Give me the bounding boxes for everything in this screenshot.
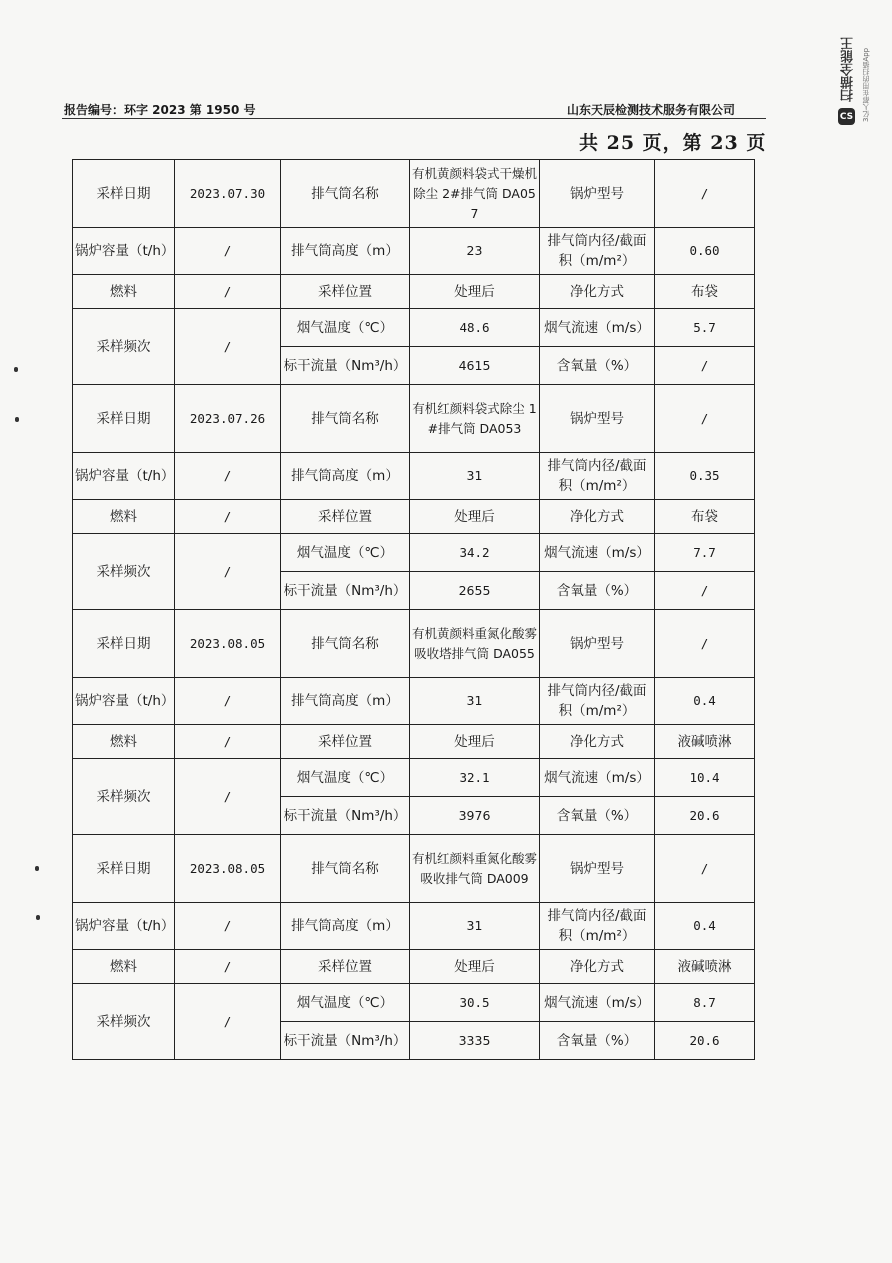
- boiler-capacity-label: 锅炉容量（t/h）: [73, 453, 175, 500]
- stack-diameter-value: 0.4: [655, 678, 755, 725]
- purification-label: 净化方式: [540, 500, 655, 534]
- flue-velocity-value: 10.4: [655, 759, 755, 797]
- sampling-frequency-value: /: [175, 984, 281, 1060]
- stack-diameter-label: 排气筒内径/截面积（m/m²）: [540, 903, 655, 950]
- stack-height-label: 排气筒高度（m）: [281, 903, 410, 950]
- punch-mark: [36, 915, 40, 920]
- flue-velocity-value: 7.7: [655, 534, 755, 572]
- std-dry-flow-value: 3335: [410, 1022, 540, 1060]
- sampling-frequency-value: /: [175, 309, 281, 385]
- page-count: 共 25 页，第 23 页: [579, 132, 767, 154]
- sampling-date-label: 采样日期: [73, 610, 175, 678]
- stack-diameter-label: 排气筒内径/截面积（m/m²）: [540, 453, 655, 500]
- oxygen-value: /: [655, 347, 755, 385]
- header-divider: [62, 118, 766, 119]
- stack-diameter-label: 排气筒内径/截面积（m/m²）: [540, 678, 655, 725]
- sampling-date-label: 采样日期: [73, 835, 175, 903]
- purification-value: 液碱喷淋: [655, 725, 755, 759]
- fuel-value: /: [175, 500, 281, 534]
- flue-velocity-value: 8.7: [655, 984, 755, 1022]
- table-row: [73, 160, 755, 228]
- scanner-tagline: 3亿人都在用的扫描App: [862, 47, 870, 122]
- fuel-label: 燃料: [73, 275, 175, 309]
- flue-velocity-value: 5.7: [655, 309, 755, 347]
- purification-value: 布袋: [655, 500, 755, 534]
- boiler-model-label: 锅炉型号: [540, 835, 655, 903]
- boiler-capacity-value: /: [175, 228, 281, 275]
- punch-mark: [14, 367, 18, 372]
- sampling-frequency-value: /: [175, 759, 281, 835]
- stack-name-label: 排气筒名称: [281, 835, 410, 903]
- stack-height-label: 排气筒高度（m）: [281, 453, 410, 500]
- punch-mark: [35, 866, 39, 871]
- stack-diameter-value: 0.4: [655, 903, 755, 950]
- stack-height-value: 31: [410, 453, 540, 500]
- stack-name-value: 有机红颜料重氮化酸雾吸收排气筒 DA009: [410, 835, 540, 903]
- flue-temp-label: 烟气温度（℃）: [281, 309, 410, 347]
- table-row: [73, 725, 755, 759]
- fuel-value: /: [175, 950, 281, 984]
- table-row: [73, 950, 755, 984]
- stack-height-label: 排气筒高度（m）: [281, 678, 410, 725]
- boiler-capacity-value: /: [175, 453, 281, 500]
- stack-name-label: 排气筒名称: [281, 610, 410, 678]
- table-row: [73, 453, 755, 500]
- stack-height-value: 31: [410, 903, 540, 950]
- sampling-frequency-label: 采样频次: [73, 309, 175, 385]
- stack-name-value: 有机黄颜料袋式干燥机除尘 2#排气筒 DA057: [410, 160, 540, 228]
- sampling-frequency-label: 采样频次: [73, 984, 175, 1060]
- fuel-label: 燃料: [73, 950, 175, 984]
- std-dry-flow-label: 标干流量（Nm³/h）: [281, 797, 410, 835]
- table-row: [73, 500, 755, 534]
- flue-temp-label: 烟气温度（℃）: [281, 759, 410, 797]
- scanner-watermark: [836, 16, 890, 128]
- flue-velocity-label: 烟气流速（m/s）: [540, 984, 655, 1022]
- oxygen-value: /: [655, 572, 755, 610]
- purification-value: 液碱喷淋: [655, 950, 755, 984]
- fuel-label: 燃料: [73, 725, 175, 759]
- flue-temp-label: 烟气温度（℃）: [281, 984, 410, 1022]
- company-name: 山东天辰检测技术服务有限公司: [567, 103, 736, 117]
- boiler-model-value: /: [655, 610, 755, 678]
- table-row: [73, 309, 755, 347]
- table-row: [73, 385, 755, 453]
- report-number: 报告编号：环字 2023 第 1950 号: [64, 103, 256, 117]
- table-row: [73, 275, 755, 309]
- fuel-value: /: [175, 725, 281, 759]
- table-row: [73, 678, 755, 725]
- stack-name-value: 有机黄颜料重氮化酸雾吸收塔排气筒 DA055: [410, 610, 540, 678]
- sampling-date-value: 2023.07.30: [175, 160, 281, 228]
- oxygen-label: 含氧量（%）: [540, 1022, 655, 1060]
- sampling-date-value: 2023.08.05: [175, 835, 281, 903]
- sampling-position-value: 处理后: [410, 500, 540, 534]
- boiler-capacity-label: 锅炉容量（t/h）: [73, 228, 175, 275]
- std-dry-flow-label: 标干流量（Nm³/h）: [281, 1022, 410, 1060]
- std-dry-flow-value: 2655: [410, 572, 540, 610]
- stack-height-value: 31: [410, 678, 540, 725]
- sampling-frequency-label: 采样频次: [73, 759, 175, 835]
- purification-label: 净化方式: [540, 275, 655, 309]
- oxygen-label: 含氧量（%）: [540, 797, 655, 835]
- stack-height-label: 排气筒高度（m）: [281, 228, 410, 275]
- boiler-model-value: /: [655, 385, 755, 453]
- sampling-position-label: 采样位置: [281, 275, 410, 309]
- fuel-value: /: [175, 275, 281, 309]
- boiler-model-value: /: [655, 160, 755, 228]
- stack-name-label: 排气筒名称: [281, 385, 410, 453]
- emission-data-table: [72, 159, 755, 1060]
- sampling-position-value: 处理后: [410, 950, 540, 984]
- stack-diameter-label: 排气筒内径/截面积（m/m²）: [540, 228, 655, 275]
- table-row: [73, 759, 755, 797]
- table-body: [73, 160, 755, 1060]
- oxygen-label: 含氧量（%）: [540, 347, 655, 385]
- table-row: [73, 835, 755, 903]
- flue-velocity-label: 烟气流速（m/s）: [540, 759, 655, 797]
- std-dry-flow-label: 标干流量（Nm³/h）: [281, 572, 410, 610]
- sampling-position-value: 处理后: [410, 725, 540, 759]
- sampling-position-label: 采样位置: [281, 950, 410, 984]
- stack-diameter-value: 0.60: [655, 228, 755, 275]
- std-dry-flow-label: 标干流量（Nm³/h）: [281, 347, 410, 385]
- fuel-label: 燃料: [73, 500, 175, 534]
- oxygen-label: 含氧量（%）: [540, 572, 655, 610]
- flue-temp-value: 34.2: [410, 534, 540, 572]
- stack-diameter-value: 0.35: [655, 453, 755, 500]
- purification-value: 布袋: [655, 275, 755, 309]
- stack-name-label: 排气筒名称: [281, 160, 410, 228]
- boiler-model-label: 锅炉型号: [540, 610, 655, 678]
- boiler-model-label: 锅炉型号: [540, 385, 655, 453]
- purification-label: 净化方式: [540, 725, 655, 759]
- table-row: [73, 228, 755, 275]
- stack-name-value: 有机红颜料袋式除尘 1#排气筒 DA053: [410, 385, 540, 453]
- oxygen-value: 20.6: [655, 797, 755, 835]
- oxygen-value: 20.6: [655, 1022, 755, 1060]
- boiler-capacity-value: /: [175, 678, 281, 725]
- flue-velocity-label: 烟气流速（m/s）: [540, 309, 655, 347]
- sampling-date-label: 采样日期: [73, 160, 175, 228]
- table-row: [73, 903, 755, 950]
- boiler-model-label: 锅炉型号: [540, 160, 655, 228]
- flue-temp-value: 30.5: [410, 984, 540, 1022]
- boiler-capacity-value: /: [175, 903, 281, 950]
- flue-temp-value: 48.6: [410, 309, 540, 347]
- purification-label: 净化方式: [540, 950, 655, 984]
- std-dry-flow-value: 4615: [410, 347, 540, 385]
- sampling-date-label: 采样日期: [73, 385, 175, 453]
- stack-height-value: 23: [410, 228, 540, 275]
- sampling-position-label: 采样位置: [281, 725, 410, 759]
- scanner-app-name: 扫描全能王: [841, 37, 856, 102]
- flue-temp-label: 烟气温度（℃）: [281, 534, 410, 572]
- sampling-date-value: 2023.08.05: [175, 610, 281, 678]
- sampling-position-value: 处理后: [410, 275, 540, 309]
- camscanner-logo-icon: CS: [838, 108, 855, 125]
- punch-mark: [15, 417, 19, 422]
- sampling-position-label: 采样位置: [281, 500, 410, 534]
- table-row: [73, 984, 755, 1022]
- table-row: [73, 534, 755, 572]
- table-row: [73, 610, 755, 678]
- boiler-model-value: /: [655, 835, 755, 903]
- sampling-date-value: 2023.07.26: [175, 385, 281, 453]
- std-dry-flow-value: 3976: [410, 797, 540, 835]
- sampling-frequency-label: 采样频次: [73, 534, 175, 610]
- sampling-frequency-value: /: [175, 534, 281, 610]
- boiler-capacity-label: 锅炉容量（t/h）: [73, 903, 175, 950]
- flue-velocity-label: 烟气流速（m/s）: [540, 534, 655, 572]
- flue-temp-value: 32.1: [410, 759, 540, 797]
- boiler-capacity-label: 锅炉容量（t/h）: [73, 678, 175, 725]
